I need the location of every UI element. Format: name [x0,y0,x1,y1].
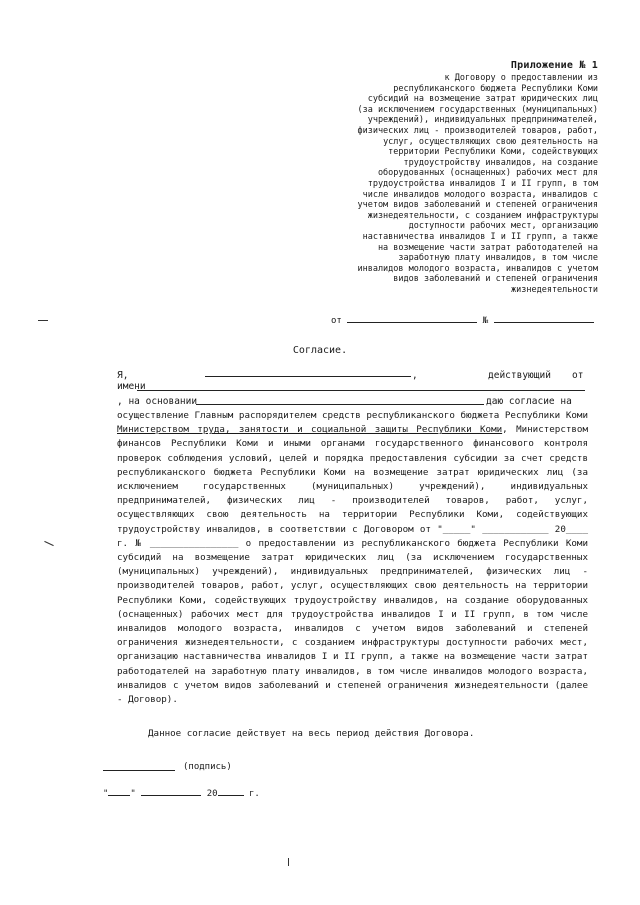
basis-document-field[interactable] [196,404,484,405]
consent-body-part1: осуществление Главным распорядителем средств республиканского бюджета Республики Коми [117,410,588,421]
scan-mark [38,320,48,321]
appendix-line: республиканского бюджета Республики Коми [393,83,598,94]
organization-name-field[interactable] [137,390,585,391]
consent-title: Согласие. [292,345,348,356]
consent-body-part2: , Министерством финансов Республики Коми и иными органами государственного финансового контроля проверок соблюдения условий, целей и порядка предоставления субсидии за счет средств республиканского бюджета Республики Коми на возмещение затрат юридических лиц (за исключением государственных (муниципальных) учреждений), индивидуальных предпринимателей, физических лиц - производителей товаров, работ, услуг, осуществляющих свою деятельность на территории Республики Коми, содействующих трудоустройству инвалидов, в соответствии с Договором от "_____" ____________ 20____ г. № ________________ о предоставлении из республиканского бюджета Республики Коми субсидий на возмещение затрат юридических лиц (за исключением государственных (муниципальных) учреждений), индивидуальных предпринимателей, физических лиц - производителей товаров, работ, услуг, осуществляющих свою деятельность на территории Республики Коми, содействующих трудоустройству инвалидов, на создание оборудованных (оснащенных) рабочих мест для трудоустройства инвалидов I и II групп, в том числе инвалидов молодого возраста, инвалидов с учетом видов заболеваний и степеней ограничения жизнедеятельности, с созданием инфраструктуры доступности рабочих мест, организацию наставничества инвалидов I и II групп, а также на возмещение части затрат работодателей на заработную плату инвалидов, в том числе инвалидов молодого возраста, инвалидов с учетом видов заболеваний и степеней ограничения жизнедеятельности (далее - Договор). [117,424,588,706]
validity-statement: Данное согласие действует на весь период действия Договора. [148,728,475,739]
on-behalf-label: имени [117,381,146,392]
from-label: от [572,370,584,381]
scan-mark [288,858,289,866]
number-label: № [482,316,489,326]
appendix-line: видов заболеваний и степеней ограничения [393,274,598,285]
year-suffix-label: г. [248,789,260,799]
contract-reference-line [331,313,594,326]
date-quote-close: " [130,789,136,799]
century-label: 20 [206,789,218,799]
appendix-line: учреждений), индивидуальных предпринимателей, [367,115,598,126]
year-field[interactable] [218,787,244,796]
appendix-line: наставничества инвалидов I и II групп, а также [362,231,598,242]
appendix-line: оборудованных (оснащенных) рабочих мест для [377,168,598,179]
consent-clause-label: даю согласие на [486,396,572,407]
appendix-line: (за исключением государственных (муниципальных) [357,104,598,115]
appendix-line: инвалидов молодого возраста, инвалидов с учетом [357,263,598,274]
appendix-title: Приложение № 1 [510,60,598,71]
appendix-description [348,73,598,295]
comma-label: , [412,370,418,381]
signature-field[interactable] [103,770,175,771]
appendix-line: жизнедеятельности [511,284,598,295]
appendix-line: доступности рабочих мест, организацию [408,221,598,232]
consent-paragraph [117,409,588,707]
appendix-line: жизнедеятельности, с созданием инфраструктуры [367,210,598,221]
signature-date [103,787,260,799]
appendix-line: к Договору о предоставлении из [444,73,598,83]
basis-label: , на основании [117,396,198,407]
contract-number-field[interactable] [494,313,594,323]
appendix-line: трудоустройству инвалидов, на создание [403,157,598,168]
contract-date-field[interactable] [347,313,477,323]
consent-body [117,409,588,707]
appendix-line: услуг, осуществляющих свою деятельность на [383,136,598,147]
ministry-name: Министерством труда, занятости и социальной защиты Республики Коми [117,424,503,436]
appendix-line: заработную плату инвалидов, в том числе [398,253,598,264]
i-label: Я, [117,370,129,381]
appendix-line: учетом видов заболеваний и степеней ограничения [357,200,598,211]
signature-caption: (подпись) [183,762,232,772]
month-field[interactable] [141,787,201,796]
scan-mark [44,541,53,546]
full-name-field[interactable] [205,376,411,377]
appendix-line: на возмещение части затрат работодателей на [377,242,598,253]
date-quote-open: " [103,789,109,799]
appendix-line: трудоустройства инвалидов I и II групп, в том [367,178,598,189]
appendix-line: территории Республики Коми, содействующих [388,147,598,158]
day-field[interactable] [108,787,130,796]
from-label: от [331,316,342,326]
appendix-line: числе инвалидов молодого возраста, инвалидов с [362,189,598,200]
appendix-line: субсидий на возмещение затрат юридических лиц [367,94,598,105]
acting-label: действующий [488,370,551,381]
appendix-line: физических лиц - производителей товаров, работ, [357,125,598,136]
